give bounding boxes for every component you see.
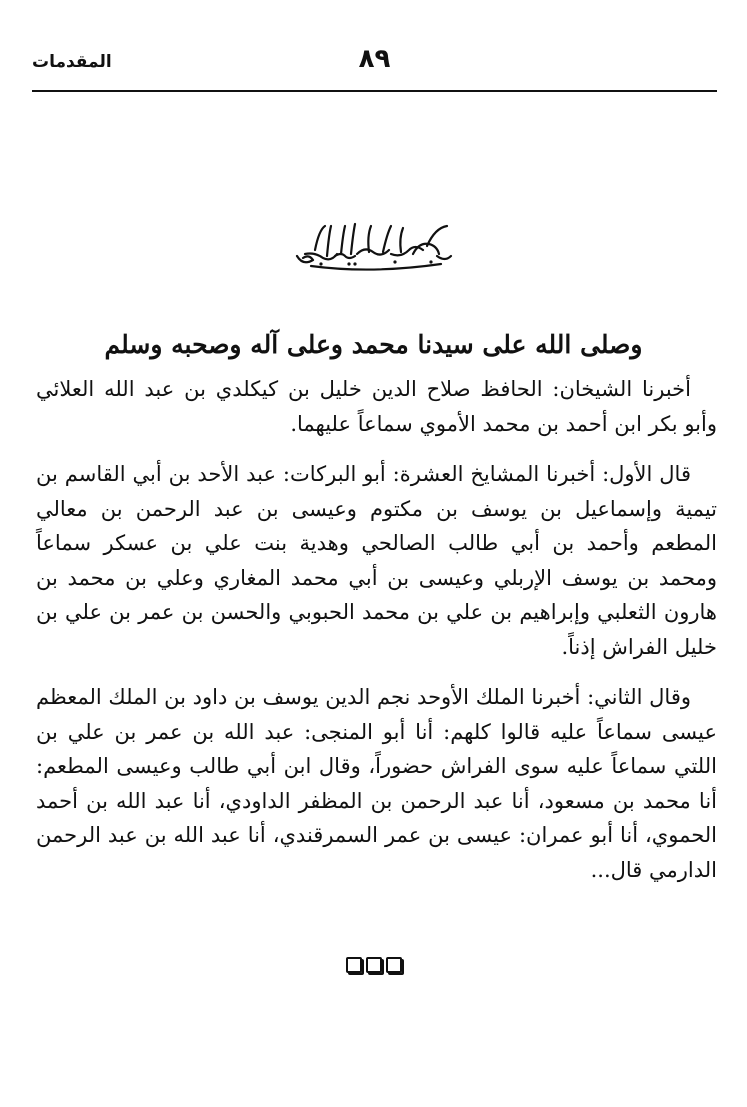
- section-end-ornament: [0, 957, 747, 973]
- page-header: [32, 44, 717, 92]
- page-number: ٨٩: [358, 44, 391, 74]
- paragraph-3: وقال الثاني: أخبرنا الملك الأوحد نجم الدين يوسف بن داود بن الملك المعظم عيسى سماعاً عليه قالوا كلهم: أنا أبو المنجى: عبد الله بن عمر بن علي بن اللتي سماعاً عليه سوى الفراش حضوراً، وقال ابن أبي طالب وعيسى المطعم: أنا محمد بن مسعود، أنا عبد الرحمن بن المظفر الداودي، أنا عبد الله بن أحمد الحموي، أنا أبو عمران: عيسى بن عمر السمرقندي، أنا عبد الله بن عبد الرحمن الدارمي قال...: [36, 685, 717, 882]
- body-text: [36, 372, 717, 903]
- running-section-title: المقدمات: [32, 52, 112, 72]
- salutation-heading: وصلى الله على سيدنا محمد وعلى آله وصحبه وسلم: [104, 330, 643, 359]
- basmala-calligraphy-image: [291, 216, 457, 274]
- ornament-square-icon: [366, 957, 382, 973]
- basmala-calligraphy: [0, 216, 747, 278]
- paragraph-1: أخبرنا الشيخان: الحافظ صلاح الدين خليل بن كيكلدي بن عبد الله العلائي وأبو بكر ابن أحمد بن محمد الأموي سماعاً عليهما.: [36, 377, 717, 436]
- ornament-square-icon: [386, 957, 402, 973]
- ornament-square-icon: [346, 957, 362, 973]
- paragraph-2: قال الأول: أخبرنا المشايخ العشرة: أبو البركات: عبد الأحد بن أبي القاسم بن تيمية وإسماعيل بن يوسف بن مكتوم وعيسى بن عبد الرحمن بن معالي المطعم وأحمد بن أبي طالب الصالحي وهدية بنت علي بن عسكر سماعاً ومحمد بن يوسف الإربلي وعيسى بن أبي محمد المغاري وعلي بن محمد بن هارون الثعلبي وإبراهيم بن علي بن محمد الحبوبي والحسن بن عمر بن علي بن خليل الفراش إذناً.: [36, 462, 717, 659]
